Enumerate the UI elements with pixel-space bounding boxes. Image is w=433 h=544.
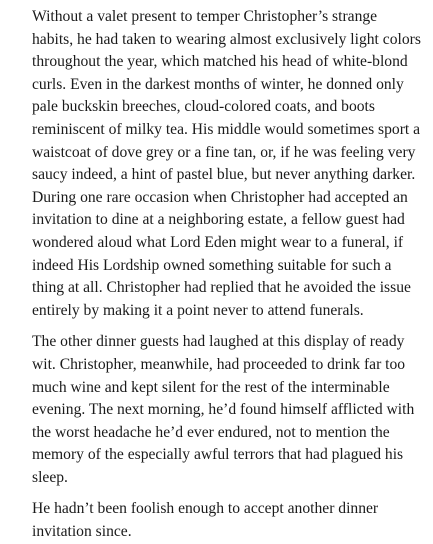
text-line: thing at all. Christopher had replied that he avoided the issue (32, 279, 411, 297)
text-line: wondered aloud what Lord Eden might wear to a funeral, if (32, 233, 404, 251)
paragraph-1 (12, 6, 429, 322)
text-line: reminiscent of milky tea. His middle would sometimes sport a (32, 120, 421, 138)
text-line: indeed His Lordship owned something suitable for such a (32, 256, 392, 274)
paragraph-3 (12, 498, 429, 543)
text-line: entirely by making it a point never to attend funerals. (32, 301, 364, 319)
text-line: sleep. (32, 468, 68, 486)
text-line: He hadn’t been foolish enough to accept another dinner (32, 500, 379, 518)
paragraph-2 (12, 331, 429, 489)
text-line: saucy indeed, a hint of pastel blue, but never anything darker. (32, 166, 416, 184)
book-page (12, 6, 429, 544)
text-line: The other dinner guests had laughed at this display of ready (32, 333, 405, 351)
text-line: habits, he had taken to wearing almost exclusively light colors (32, 30, 421, 48)
text-line: curls. Even in the darkest months of winter, he donned only (32, 75, 404, 93)
text-line: invitation since. (32, 523, 132, 541)
text-line: throughout the year, which matched his head of white-blond (32, 53, 408, 71)
text-line: waistcoat of dove grey or a fine tan, or, if he was feeling very (32, 143, 416, 161)
text-line: Without a valet present to temper Christopher’s strange (32, 8, 378, 25)
text-line: much wine and kept silent for the rest of the interminable (32, 378, 390, 396)
text-line: pale buckskin breeches, cloud-colored coats, and boots (32, 98, 375, 116)
text-line: During one rare occasion when Christopher had accepted an (32, 188, 408, 206)
text-line: memory of the especially awful terrors that had plagued his (32, 446, 404, 464)
text-line: invitation to dine at a neighboring estate, a fellow guest had (32, 211, 405, 229)
text-line: wit. Christopher, meanwhile, had proceeded to drink far too (32, 355, 406, 373)
text-line: evening. The next morning, he’d found himself afflicted with (32, 401, 415, 419)
text-line: the worst headache he’d ever endured, not to mention the (32, 423, 390, 441)
